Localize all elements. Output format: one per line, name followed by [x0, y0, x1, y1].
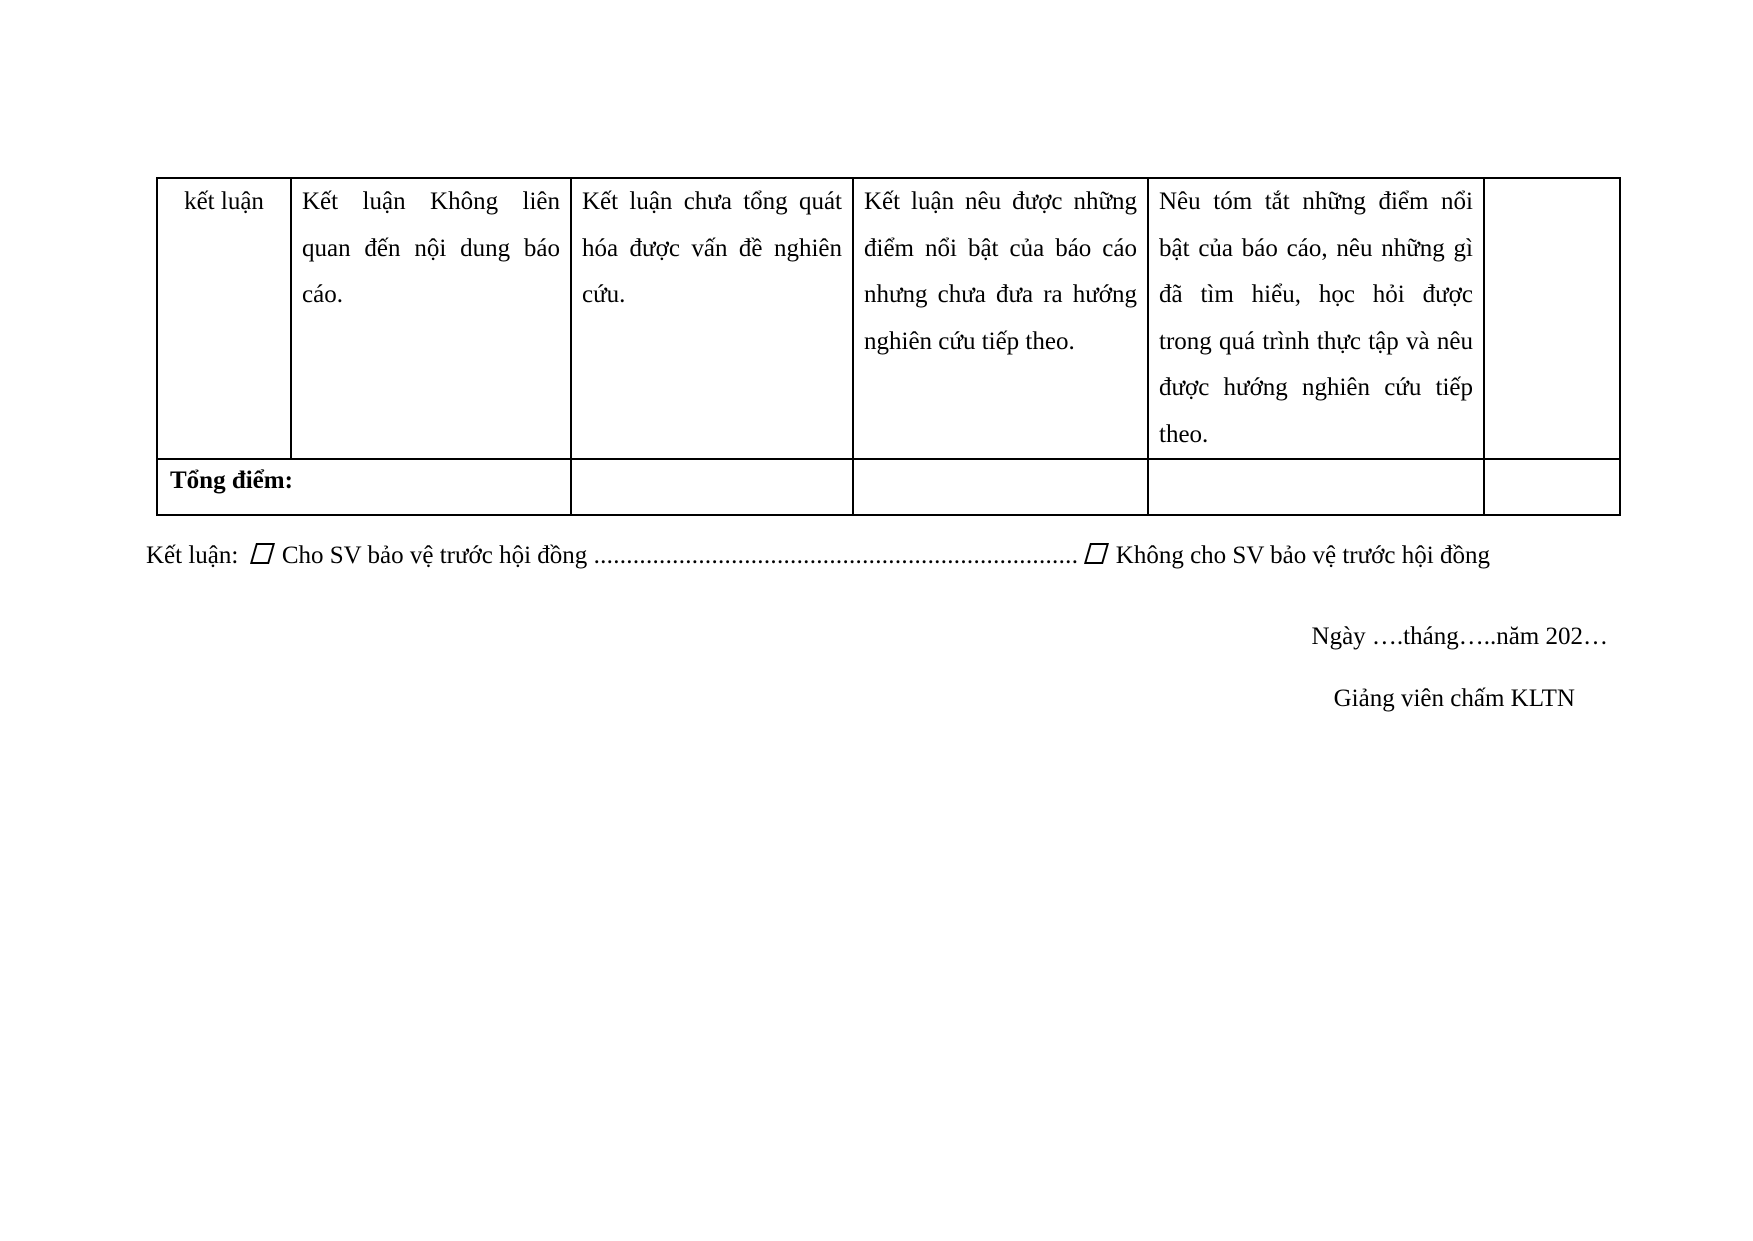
signer-title: Giảng viên chấm KLTN [1333, 685, 1575, 712]
criterion-name: kết luận [184, 188, 264, 215]
level-cell-1 [291, 178, 571, 459]
conclusion-label: Kết luận: [146, 542, 239, 569]
level-description-2: Kết luận chưa tổng quát hóa được vấn đề nghiên cứu. [582, 188, 842, 308]
total-label-cell [157, 459, 571, 515]
deny-defense-label: Không cho SV bảo vệ trước hội đồng [1115, 542, 1490, 569]
score-cell [1484, 178, 1620, 459]
total-cell-1 [571, 459, 853, 515]
level-cell-2 [571, 178, 853, 459]
date-line: Ngày ….tháng…..năm 202… [1311, 623, 1608, 650]
level-description-4: Nêu tóm tắt những điểm nổi bật của báo cáo, nêu những gì đã tìm hiểu, học hỏi được trong quá trình thực tập và nêu được hướng nghiên cứu tiếp theo. [1159, 188, 1473, 448]
conclusion-line [146, 539, 1616, 573]
deny-defense-checkbox[interactable] [1084, 543, 1109, 564]
level-cell-4 [1148, 178, 1484, 459]
total-cell-3 [1148, 459, 1484, 515]
allow-defense-checkbox[interactable] [250, 543, 275, 564]
allow-defense-label: Cho SV bảo vệ trước hội đồng [281, 542, 588, 569]
level-cell-3 [853, 178, 1148, 459]
table-row-criterion [157, 178, 1620, 459]
dotted-fill: .......................................................................... [593, 542, 1079, 569]
total-label: Tổng điểm: [170, 467, 293, 494]
total-cell-2 [853, 459, 1148, 515]
level-description-1: Kết luận Không liên quan đến nội dung báo cáo. [302, 188, 560, 308]
level-description-3: Kết luận nêu được những điểm nổi bật của báo cáo nhưng chưa đưa ra hướng nghiên cứu tiếp theo. [864, 188, 1137, 355]
rubric-table [156, 177, 1621, 516]
total-cell-4 [1484, 459, 1620, 515]
criterion-cell [157, 178, 291, 459]
table-row-total [157, 459, 1620, 515]
